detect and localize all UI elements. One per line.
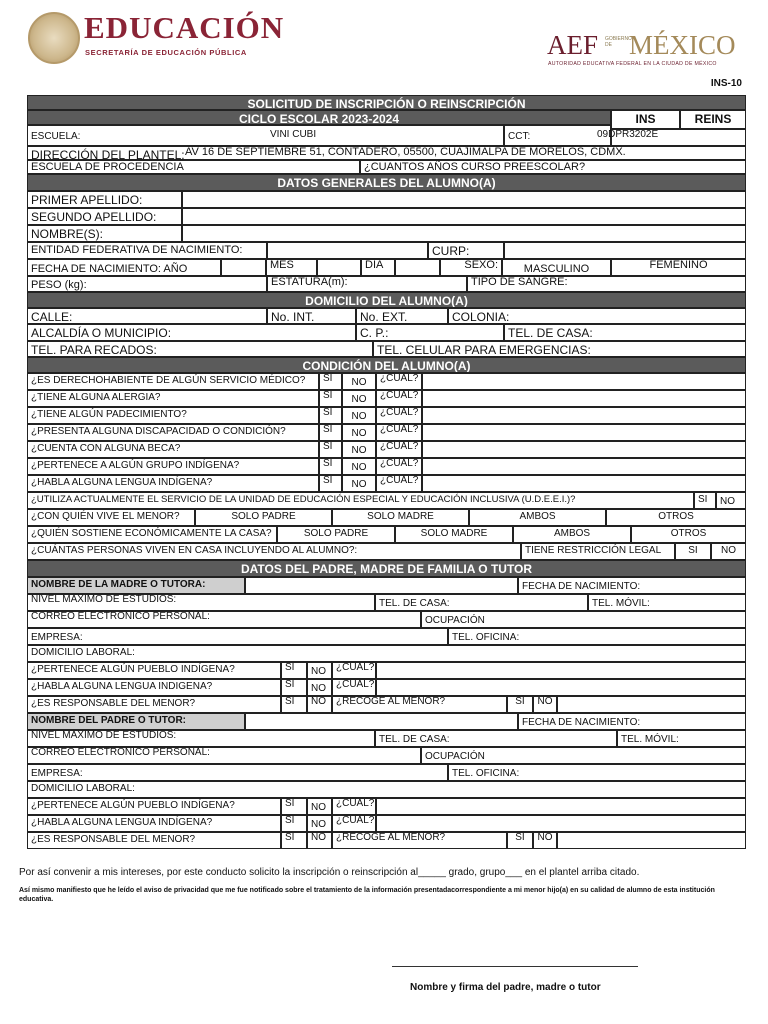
condition-si-2[interactable]: SI: [319, 407, 342, 424]
calle-label: CALLE:: [27, 308, 267, 324]
dia-input[interactable]: [395, 259, 440, 276]
aef-logo-mexico: MÉXICO: [629, 30, 736, 60]
padre-pueblo-no[interactable]: NO: [307, 798, 332, 815]
sostiene-otros[interactable]: OTROS: [631, 526, 746, 543]
curp-input[interactable]: [504, 242, 746, 259]
entidad-input[interactable]: [267, 242, 428, 259]
cct-value[interactable]: 09DPR3202E: [597, 129, 659, 140]
vive-ambos[interactable]: AMBOS: [469, 509, 606, 526]
madre-pueblo-si[interactable]: SI: [281, 662, 307, 679]
padre-recoge-no[interactable]: NO: [533, 832, 557, 849]
cct-cell: [504, 125, 611, 146]
condition-no-1[interactable]: NO: [342, 390, 376, 407]
condition-cual-input-6[interactable]: [422, 475, 746, 492]
escuela-label: ESCUELA:: [31, 131, 81, 142]
estatura-label: ESTATURA(m):: [267, 276, 467, 292]
condition-question-3: ¿PRESENTA ALGUNA DISCAPACIDAD O CONDICIÓN?: [27, 424, 319, 441]
sep-logo: [28, 10, 328, 62]
no-int-label: No. INT.: [267, 308, 356, 324]
ins-checkbox[interactable]: INS: [611, 110, 680, 129]
cct-label: CCT:: [508, 131, 531, 142]
madre-responsable-si[interactable]: SI: [281, 696, 307, 713]
madre-empresa-label: EMPRESA:: [27, 628, 448, 645]
sep-logo-title: EDUCACIÓN: [84, 10, 285, 45]
madre-correo-label: CORREO ELECTRÓNICO PERSONAL:: [27, 611, 421, 628]
condition-cual-input-4[interactable]: [422, 441, 746, 458]
mes-input[interactable]: [317, 259, 361, 276]
condition-no-6[interactable]: NO: [342, 475, 376, 492]
section-domicilio: DOMICILIO DEL ALUMNO(A): [27, 292, 746, 308]
udeei-no[interactable]: NO: [716, 492, 746, 509]
inscription-form: [27, 95, 746, 853]
fecha-nac-label: FECHA DE NACIMIENTO: AÑO: [27, 259, 221, 276]
padre-recoge-spacer: [557, 832, 746, 849]
direccion-value[interactable]: AV 16 DE SEPTIEMBRE 51, CONTADERO, 05500, CUAJIMALPA DE MORELOS, CDMX.: [185, 146, 626, 158]
madre-recoge-no[interactable]: NO: [533, 696, 557, 713]
madre-nivel-label: NIVEL MAXIMO DE ESTUDIOS:: [27, 594, 375, 611]
signature-line[interactable]: [392, 966, 638, 967]
padre-nivel-label: NIVEL MÁXIMO DE ESTUDIOS:: [27, 730, 375, 747]
condition-cual-input-5[interactable]: [422, 458, 746, 475]
padre-fecha-nac-label: FECHA DE NACIMIENTO:: [518, 713, 746, 730]
condition-cual-label-2: ¿CUÁL?: [376, 407, 422, 424]
direccion-label: DIRECCIÓN DEL PLANTEL:: [31, 148, 185, 160]
madre-tel-casa-label: TEL. DE CASA:: [375, 594, 588, 611]
condition-si-5[interactable]: SI: [319, 458, 342, 475]
padre-correo-label: CORREO ELECTRÓNICO PERSONAL:: [27, 747, 421, 764]
signature-label: Nombre y firma del padre, madre o tutor: [410, 982, 601, 993]
madre-lengua-question: ¿HABLA ALGUNA LENGUA INDIGENA?: [27, 679, 281, 696]
curp-label: CURP:: [428, 242, 504, 259]
condition-no-5[interactable]: NO: [342, 458, 376, 475]
colonia-label: COLONIA:: [448, 308, 746, 324]
aef-logo-aef: AEF: [547, 30, 599, 60]
condition-question-6: ¿HABLA ALGUNA LENGUA INDÍGENA?: [27, 475, 319, 492]
preescolar-label: ¿CUANTOS AÑOS CURSO PREESCOLAR?: [360, 160, 746, 174]
padre-name-input[interactable]: [245, 713, 518, 730]
madre-responsable-question: ¿ES RESPONSABLE DEL MENOR?: [27, 696, 281, 713]
padre-tel-movil-label: TEL. MÓVIL:: [617, 730, 746, 747]
madre-ocupacion-label: OCUPACIÓN: [421, 611, 746, 628]
madre-pueblo-cual-label: ¿CUÁL?: [332, 662, 376, 679]
restriccion-label: TIENE RESTRICCIÓN LEGAL: [521, 543, 675, 560]
nombres-label: NOMBRE(S):: [27, 225, 182, 242]
condition-cual-input-1[interactable]: [422, 390, 746, 407]
restriccion-no[interactable]: NO: [711, 543, 746, 560]
femenino-option[interactable]: FEMENINO: [611, 259, 746, 276]
alcaldia-label: ALCALDÍA O MUNICIPIO:: [27, 324, 356, 341]
tel-celular-label: TEL. CELULAR PARA EMERGENCIAS:: [373, 341, 746, 357]
procedencia-label: ESCUELA DE PROCEDENCIA: [27, 160, 360, 174]
condition-cual-label-1: ¿CUÁL?: [376, 390, 422, 407]
condition-no-4[interactable]: NO: [342, 441, 376, 458]
segundo-apellido-input[interactable]: [182, 208, 746, 225]
padre-lengua-cual-label: ¿CUÁL?: [332, 815, 376, 832]
padre-responsable-no[interactable]: NO: [307, 832, 332, 849]
vive-otros[interactable]: OTROS: [606, 509, 746, 526]
sostiene-solo-madre[interactable]: SOLO MADRE: [395, 526, 513, 543]
cp-label: C. P.:: [356, 324, 504, 341]
nombres-input[interactable]: [182, 225, 746, 242]
padre-name-label: NOMBRE DEL PADRE O TUTOR:: [27, 713, 245, 730]
escuela-value[interactable]: VINI CUBI: [270, 129, 317, 140]
padre-responsable-si[interactable]: SI: [281, 832, 307, 849]
padre-recoge-si[interactable]: SI: [507, 832, 533, 849]
padre-ocupacion-label: OCUPACIÓN: [421, 747, 746, 764]
madre-name-label: NOMBRE DE LA MADRE O TUTORA:: [27, 577, 245, 594]
form-title: SOLICITUD DE INSCRIPCIÓN O REINSCRIPCIÓN: [27, 95, 746, 110]
condition-cual-label-3: ¿CUÁL?: [376, 424, 422, 441]
cct-value-cell: [611, 129, 746, 146]
madre-recoge-spacer: [557, 696, 746, 713]
madre-recoge-label: ¿RECOGE AL MENOR?: [332, 696, 507, 713]
madre-name-input[interactable]: [245, 577, 518, 594]
school-cycle: CICLO ESCOLAR 2023-2024: [27, 110, 611, 125]
padre-recoge-label: ¿RECOGE AL MENOR?: [332, 832, 507, 849]
madre-responsable-no[interactable]: NO: [307, 696, 332, 713]
condition-question-4: ¿CUENTA CON ALGUNA BECA?: [27, 441, 319, 458]
reins-checkbox[interactable]: REINS: [680, 110, 746, 129]
madre-lengua-cual-input[interactable]: [376, 679, 746, 696]
condition-si-3[interactable]: SI: [319, 424, 342, 441]
condition-no-0[interactable]: NO: [342, 373, 376, 390]
aef-logo-subtitle: AUTORIDAD EDUCATIVA FEDERAL EN LA CIUDAD DE MÉXICO: [548, 61, 717, 67]
padre-empresa-label: EMPRESA:: [27, 764, 448, 781]
madre-tel-movil-label: TEL. MÓVIL:: [588, 594, 746, 611]
primer-apellido-input[interactable]: [182, 191, 746, 208]
restriccion-si[interactable]: SI: [675, 543, 711, 560]
padre-lengua-si[interactable]: SI: [281, 815, 307, 832]
padre-lengua-no[interactable]: NO: [307, 815, 332, 832]
dia-label: DIA: [361, 259, 395, 276]
madre-lengua-no[interactable]: NO: [307, 679, 332, 696]
condition-cual-input-3[interactable]: [422, 424, 746, 441]
condition-cual-input-0[interactable]: [422, 373, 746, 390]
madre-recoge-si[interactable]: SI: [507, 696, 533, 713]
request-statement: Por así convenir a mis intereses, por este conducto solicito la inscripción o reinscripción al_____ grado, grupo___ en el plantel arriba citado.: [19, 867, 640, 878]
padre-tel-casa-label: TEL. DE CASA:: [375, 730, 617, 747]
padre-pueblo-cual-label: ¿CUÁL?: [332, 798, 376, 815]
no-ext-label: No. EXT.: [356, 308, 448, 324]
sep-logo-subtitle: SECRETARÍA DE EDUCACIÓN PÚBLICA: [85, 48, 247, 57]
sexo-label: SEXO:: [440, 259, 502, 276]
section-datos-alumno: DATOS GENERALES DEL ALUMNO(A): [27, 174, 746, 191]
condition-question-2: ¿TIENE ALGÚN PADECIMIENTO?: [27, 407, 319, 424]
udeei-si[interactable]: SI: [694, 492, 716, 509]
padre-tel-oficina-label: TEL. OFICINA:: [448, 764, 746, 781]
sostiene-question: ¿QUIÉN SOSTIENE ECONÓMICAMENTE LA CASA?: [27, 526, 277, 543]
section-condicion: CONDICIÓN DEL ALUMNO(A): [27, 357, 746, 373]
anio-input[interactable]: [221, 259, 266, 276]
condition-cual-label-4: ¿CUÁL?: [376, 441, 422, 458]
segundo-apellido-label: SEGUNDO APELLIDO:: [27, 208, 182, 225]
padre-lengua-question: ¿HABLA ALGUNA LENGUA INDÍGENA?: [27, 815, 281, 832]
madre-tel-oficina-label: TEL. OFICINA:: [448, 628, 746, 645]
condition-si-0[interactable]: SI: [319, 373, 342, 390]
condition-cual-label-5: ¿CUÁL?: [376, 458, 422, 475]
madre-lengua-si[interactable]: SI: [281, 679, 307, 696]
madre-pueblo-no[interactable]: NO: [307, 662, 332, 679]
madre-lengua-cual-label: ¿CUÁL?: [332, 679, 376, 696]
aef-logo-gob: GOBIERNO DE: [605, 36, 632, 48]
condition-cual-label-6: ¿CUÁL?: [376, 475, 422, 492]
condition-cual-input-2[interactable]: [422, 407, 746, 424]
vive-solo-padre[interactable]: SOLO PADRE: [195, 509, 332, 526]
condition-question-5: ¿PERTENECE A ALGÚN GRUPO INDÍGENA?: [27, 458, 319, 475]
form-code: INS-10: [710, 78, 742, 89]
tel-recados-label: TEL. PARA RECADOS:: [27, 341, 373, 357]
vive-con-question: ¿CON QUIÉN VIVE EL MENOR?: [27, 509, 195, 526]
aef-logo: [545, 30, 750, 70]
mes-label: MES: [266, 259, 317, 276]
madre-pueblo-question: ¿PERTENECE ALGÚN PUEBLO INDÍGENA?: [27, 662, 281, 679]
madre-pueblo-cual-input[interactable]: [376, 662, 746, 679]
masculino-option[interactable]: MASCULINO: [502, 259, 611, 276]
condition-si-4[interactable]: SI: [319, 441, 342, 458]
padre-lengua-cual-input[interactable]: [376, 815, 746, 832]
entidad-label: ENTIDAD FEDERATIVA DE NACIMIENTO:: [27, 242, 267, 259]
sangre-label: TIPO DE SANGRE:: [467, 276, 746, 292]
sostiene-solo-padre[interactable]: SOLO PADRE: [277, 526, 395, 543]
udeei-question: ¿UTILIZA ACTUALMENTE EL SERVICIO DE LA UNIDAD DE EDUCACIÓN ESPECIAL Y EDUCACIÓN INCLUSIVA (U.D.E.E.I.)?: [27, 492, 694, 509]
condition-question-0: ¿ES DERECHOHABIENTE DE ALGÚN SERVICIO MÉDICO?: [27, 373, 319, 390]
tel-casa-label: TEL. DE CASA:: [504, 324, 746, 341]
primer-apellido-label: PRIMER APELLIDO:: [27, 191, 182, 208]
condition-no-3[interactable]: NO: [342, 424, 376, 441]
vive-solo-madre[interactable]: SOLO MADRE: [332, 509, 469, 526]
condition-question-1: ¿TIENE ALGUNA ALERGIA?: [27, 390, 319, 407]
padre-pueblo-si[interactable]: SI: [281, 798, 307, 815]
escuela-row: [27, 125, 504, 146]
condition-si-1[interactable]: SI: [319, 390, 342, 407]
section-padres: DATOS DEL PADRE, MADRE DE FAMILIA O TUTOR: [27, 560, 746, 577]
condition-no-2[interactable]: NO: [342, 407, 376, 424]
padre-responsable-question: ¿ES RESPONSABLE DEL MENOR?: [27, 832, 281, 849]
condition-si-6[interactable]: SI: [319, 475, 342, 492]
peso-label: PESO (kg):: [27, 276, 267, 292]
condition-cual-label-0: ¿CUÁL?: [376, 373, 422, 390]
national-seal-icon: [28, 12, 80, 64]
padre-pueblo-cual-input[interactable]: [376, 798, 746, 815]
madre-fecha-nac-label: FECHA DE NACIMIENTO:: [518, 577, 746, 594]
cuantas-personas-question: ¿CUÁNTAS PERSONAS VIVEN EN CASA INCLUYENDO AL ALUMNO?:: [27, 543, 521, 560]
padre-domicilio-laboral-label: DOMICILIO LABORAL:: [27, 781, 746, 798]
padre-pueblo-question: ¿PERTENECE ALGÚN PUEBLO INDÍGENA?: [27, 798, 281, 815]
privacy-statement: Así mismo manifiesto que he leído el aviso de privacidad que me fue notificado sobre el tratamiento de la información presentadacorrespondiente a mi menor hijo(a) en su calidad de alumno de esta institución educativa.: [19, 887, 715, 903]
sostiene-ambos[interactable]: AMBOS: [513, 526, 631, 543]
madre-domicilio-laboral-label: DOMICILIO LABORAL:: [27, 645, 746, 662]
